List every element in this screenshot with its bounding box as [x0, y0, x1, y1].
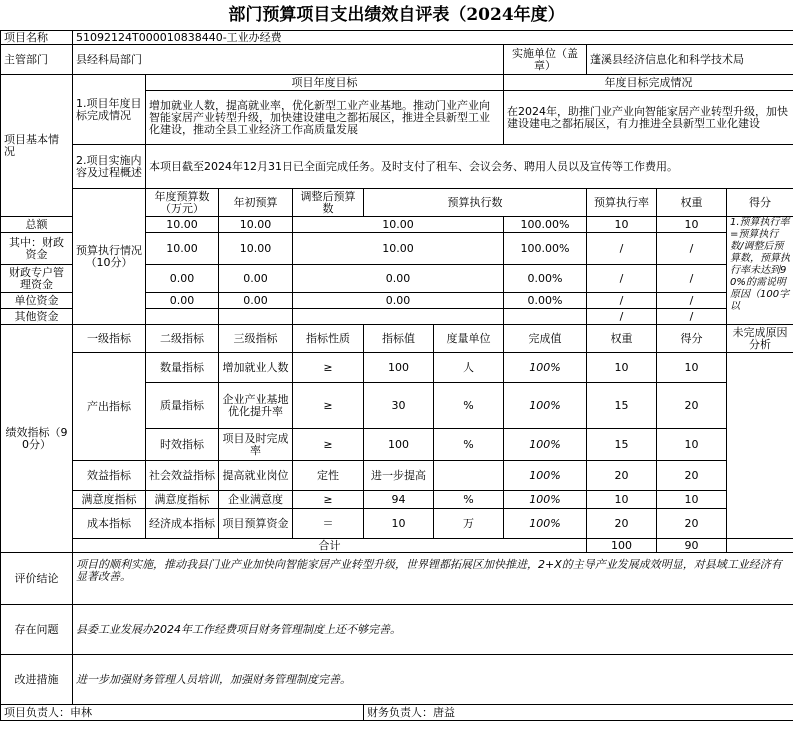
perf-row-score: 20	[657, 509, 727, 539]
perf-row-score: 10	[657, 353, 727, 383]
perf-row-l2: 经济成本指标	[146, 509, 219, 539]
budget-row-weight: /	[587, 309, 657, 325]
budget-col-annual: 年度预算数（万元）	[146, 189, 219, 217]
budget-col-score: 得分	[727, 189, 793, 217]
perf-col-done: 完成值	[504, 325, 587, 353]
perf-row-unit: %	[434, 491, 504, 509]
project-name-label: 项目名称	[1, 31, 73, 45]
budget-row-adjusted	[219, 309, 293, 325]
perf-row-done: 100%	[504, 491, 587, 509]
perf-row-weight: 20	[587, 461, 657, 491]
total-label: 合计	[73, 539, 587, 553]
budget-row-score: /	[657, 265, 727, 293]
perf-row-unit: %	[434, 383, 504, 429]
perf-row-l3: 项目及时完成率	[219, 429, 293, 461]
perf-col-nature: 指标性质	[293, 325, 364, 353]
perf-row-nature: ≥	[293, 353, 364, 383]
perf-row-value: 100	[364, 353, 434, 383]
budget-row-rate	[504, 309, 587, 325]
eval-label: 评价结论	[1, 553, 73, 605]
budget-reason-text: 1.预算执行率=预算执行数/调整后预算数，预算执行率未达到90%的需说明原因（100字以	[727, 217, 793, 325]
perf-row-l3: 提高就业岗位	[219, 461, 293, 491]
perf-row-nature: ≥	[293, 491, 364, 509]
perf-row-done: 100%	[504, 383, 587, 429]
budget-row-score: /	[657, 309, 727, 325]
total-row	[1, 539, 793, 553]
goal-done-text: 在2024年，助推门业产业向智能家居产业转型升级，加快建设建电之都拓展区，有力推进全县新型工业化建设	[504, 91, 793, 145]
perf-col-l3: 三级指标	[219, 325, 293, 353]
budget-row-initial: 10.00	[146, 217, 219, 233]
perf-row-done: 100%	[504, 509, 587, 539]
budget-row-executed: 0.00	[293, 293, 504, 309]
perf-col-l1: 一级指标	[73, 325, 146, 353]
perf-row-done: 100%	[504, 461, 587, 491]
total-score: 90	[657, 539, 727, 553]
perf-row-value: 94	[364, 491, 434, 509]
budget-row-weight: 10	[587, 217, 657, 233]
budget-col-rate: 预算执行率	[587, 189, 657, 217]
project-leader: 项目负责人：申林	[1, 705, 364, 721]
perf-row-unit: 万	[434, 509, 504, 539]
perf-row-l3: 增加就业人数	[219, 353, 293, 383]
budget-exec-label: 预算执行情况（10分）	[73, 189, 146, 325]
perf-col-score: 得分	[657, 325, 727, 353]
budget-row-adjusted: 10.00	[219, 217, 293, 233]
budget-row-rate: 0.00%	[504, 265, 587, 293]
improve-label: 改进措施	[1, 655, 73, 705]
perf-row-weight: 10	[587, 491, 657, 509]
annual-goal-header: 项目年度目标	[146, 75, 504, 91]
perf-col-unit: 度量单位	[434, 325, 504, 353]
self-evaluation-table	[0, 30, 793, 721]
perf-row-l2: 数量指标	[146, 353, 219, 383]
perf-row	[1, 353, 793, 383]
problems-text: 县委工业发展办2024年工作经费项目财务管理制度上还不够完善。	[73, 605, 793, 655]
budget-row-name: 单位资金	[1, 293, 73, 309]
budget-col-initial: 年初预算	[219, 189, 293, 217]
perf-row-weight: 10	[587, 353, 657, 383]
perf-row-l2: 质量指标	[146, 383, 219, 429]
budget-row-executed	[293, 309, 504, 325]
perf-col-reason: 未完成原因分析	[727, 325, 793, 353]
budget-row-rate: 100.00%	[504, 217, 587, 233]
budget-row-name: 总额	[1, 217, 73, 233]
perf-row-l1: 产出指标	[73, 353, 146, 461]
budget-row-rate: 100.00%	[504, 233, 587, 265]
perf-row-nature: ≥	[293, 429, 364, 461]
budget-row-adjusted: 10.00	[219, 233, 293, 265]
budget-col-executed: 预算执行数	[364, 189, 587, 217]
budget-row-name: 其他资金	[1, 309, 73, 325]
budget-row-initial: 0.00	[146, 293, 219, 309]
annual-goal-text: 增加就业人数，提高就业率，优化新型工业产业基地。推动门业产业向智能家居产业转型升级，加快建设建电之都拓展区，推进全县新型工业化建设，推动全县工业经济工作高质量发展	[146, 91, 504, 145]
budget-row-initial: 0.00	[146, 265, 219, 293]
perf-row-nature: 定性	[293, 461, 364, 491]
perf-row-weight: 20	[587, 509, 657, 539]
perf-row-value: 10	[364, 509, 434, 539]
perf-row-done: 100%	[504, 353, 587, 383]
budget-row-score: /	[657, 233, 727, 265]
perf-row-score: 20	[657, 461, 727, 491]
budget-row-initial	[146, 309, 219, 325]
budget-row-initial: 10.00	[146, 233, 219, 265]
budget-row-adjusted: 0.00	[219, 265, 293, 293]
improve-text: 进一步加强财务管理人员培训，加强财务管理制度完善。	[73, 655, 793, 705]
dept-label: 主管部门	[1, 45, 73, 75]
perf-row-nature: ≥	[293, 383, 364, 429]
impl-process-text: 本项目截至2024年12月31日已全面完成任务。及时支付了租车、会议会务、聘用人员以及宣传等工作费用。	[146, 145, 793, 189]
total-weight: 100	[587, 539, 657, 553]
impl-process-label: 2.项目实施内容及过程概述	[73, 145, 146, 189]
budget-row-rate: 0.00%	[504, 293, 587, 309]
eval-text: 项目的顺利实施，推动我县门业产业加快向智能家居产业转型升级，世界锂都拓展区加快推进，2+X的主导产业发展成效明显，对县域工业经济有显著改善。	[73, 553, 793, 605]
total-reason-cell	[727, 539, 793, 553]
budget-row-weight: /	[587, 265, 657, 293]
perf-row-score: 10	[657, 429, 727, 461]
perf-row-l2: 满意度指标	[146, 491, 219, 509]
dept-value: 县经科局部门	[73, 45, 504, 75]
budget-row-score: /	[657, 293, 727, 309]
perf-row	[1, 491, 793, 509]
perf-row-l2: 社会效益指标	[146, 461, 219, 491]
budget-row-score: 10	[657, 217, 727, 233]
perf-row-score: 10	[657, 491, 727, 509]
budget-col-weight: 权重	[657, 189, 727, 217]
budget-row-executed: 10.00	[293, 233, 504, 265]
perf-row-value: 30	[364, 383, 434, 429]
goal-completion-label: 1.项目年度目标完成情况	[73, 75, 146, 145]
perf-row-l2: 时效指标	[146, 429, 219, 461]
budget-row-executed: 10.00	[293, 217, 504, 233]
perf-col-weight: 权重	[587, 325, 657, 353]
impl-unit-label: 实施单位（盖章）	[504, 45, 587, 75]
perf-row-value: 100	[364, 429, 434, 461]
perf-row-weight: 15	[587, 383, 657, 429]
perf-row	[1, 509, 793, 539]
problems-label: 存在问题	[1, 605, 73, 655]
perf-row-weight: 15	[587, 429, 657, 461]
perf-label: 绩效指标（90分）	[1, 325, 73, 553]
perf-row-l1: 满意度指标	[73, 491, 146, 509]
project-name-value: 51092124T000010838440-工业办经费	[73, 31, 793, 45]
budget-row-executed: 0.00	[293, 265, 504, 293]
impl-unit-value: 蓬溪县经济信息化和科学技术局	[587, 45, 793, 75]
goal-done-header: 年度目标完成情况	[504, 75, 793, 91]
perf-row-l1: 成本指标	[73, 509, 146, 539]
perf-row-l3: 企业产业基地优化提升率	[219, 383, 293, 429]
budget-col-adjusted: 调整后预算数	[293, 189, 364, 217]
perf-row-nature: ＝	[293, 509, 364, 539]
budget-row-weight: /	[587, 293, 657, 309]
basic-info-label: 项目基本情况	[1, 75, 73, 217]
perf-row-unit: 人	[434, 353, 504, 383]
finance-leader: 财务负责人：唐益	[364, 705, 793, 721]
perf-row-unit	[434, 461, 504, 491]
perf-col-value: 指标值	[364, 325, 434, 353]
perf-row-unit: %	[434, 429, 504, 461]
perf-reason-cell	[727, 353, 793, 539]
perf-row-value: 进一步提高	[364, 461, 434, 491]
budget-row-name: 财政专户管理资金	[1, 265, 73, 293]
budget-row-adjusted: 0.00	[219, 293, 293, 309]
page-title: 部门预算项目支出绩效自评表（2024年度）	[228, 5, 565, 25]
perf-row-l1: 效益指标	[73, 461, 146, 491]
perf-col-l2: 二级指标	[146, 325, 219, 353]
perf-row-l3: 企业满意度	[219, 491, 293, 509]
perf-row-done: 100%	[504, 429, 587, 461]
budget-row-name: 其中：财政资金	[1, 233, 73, 265]
perf-row-score: 20	[657, 383, 727, 429]
perf-row-l3: 项目预算资金	[219, 509, 293, 539]
perf-row	[1, 461, 793, 491]
budget-row-weight: /	[587, 233, 657, 265]
